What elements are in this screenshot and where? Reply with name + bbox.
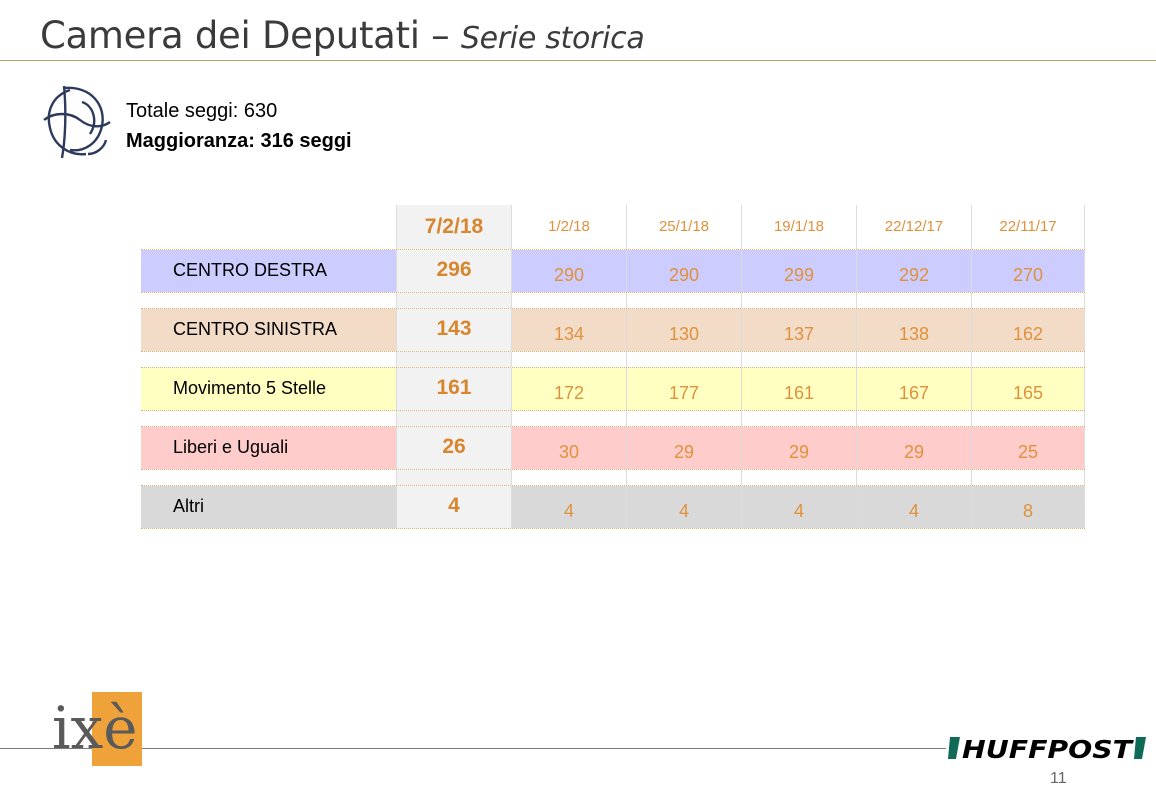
seats-table bbox=[141, 205, 1085, 529]
page-title bbox=[40, 14, 644, 57]
seats-value: 292 bbox=[856, 250, 971, 292]
header-blank-cell bbox=[141, 205, 396, 249]
huffpost-logo bbox=[948, 733, 1148, 763]
seats-current: 4 bbox=[396, 486, 511, 528]
seats-value: 4 bbox=[626, 486, 741, 528]
spacer-cell bbox=[741, 411, 856, 426]
majority-seats: Maggioranza: 316 seggi bbox=[126, 130, 352, 152]
page-number: 11 bbox=[1050, 770, 1067, 787]
table-header-row bbox=[141, 205, 1085, 249]
ixe-logo bbox=[50, 688, 144, 766]
total-seats-label: Totale seggi: bbox=[126, 100, 239, 122]
column-header: 25/1/18 bbox=[626, 205, 741, 249]
row-label: Movimento 5 Stelle bbox=[141, 368, 396, 410]
spacer-cell bbox=[396, 411, 511, 426]
seat-summary bbox=[126, 96, 352, 156]
table-row-centro-sinistra bbox=[141, 308, 1085, 352]
seats-value: 290 bbox=[626, 250, 741, 292]
spacer-cell bbox=[626, 352, 741, 367]
huffpost-logo-text: HUFFPOST bbox=[962, 735, 1135, 763]
table-row-centro-destra bbox=[141, 249, 1085, 293]
spacer-cell bbox=[141, 411, 396, 426]
camera-emblem-icon bbox=[40, 82, 114, 162]
column-header: 1/2/18 bbox=[511, 205, 626, 249]
row-label: CENTRO DESTRA bbox=[141, 250, 396, 292]
total-seats-value: 630 bbox=[243, 100, 278, 122]
spacer-cell bbox=[396, 352, 511, 367]
row-spacer bbox=[141, 352, 1085, 367]
seats-value: 4 bbox=[741, 486, 856, 528]
row-label: Liberi e Uguali bbox=[141, 427, 396, 469]
title-main: Camera dei Deputati – bbox=[40, 14, 450, 57]
seats-value: 270 bbox=[971, 250, 1085, 292]
spacer-cell bbox=[511, 293, 626, 308]
row-label: CENTRO SINISTRA bbox=[141, 309, 396, 351]
spacer-cell bbox=[741, 352, 856, 367]
spacer-cell bbox=[626, 470, 741, 485]
spacer-cell bbox=[141, 352, 396, 367]
seats-value: 161 bbox=[741, 368, 856, 410]
row-label: Altri bbox=[141, 486, 396, 528]
spacer-cell bbox=[856, 293, 971, 308]
spacer-cell bbox=[141, 293, 396, 308]
spacer-cell bbox=[396, 293, 511, 308]
row-spacer bbox=[141, 411, 1085, 426]
seats-value: 4 bbox=[856, 486, 971, 528]
row-spacer bbox=[141, 293, 1085, 308]
spacer-cell bbox=[856, 352, 971, 367]
seats-value: 299 bbox=[741, 250, 856, 292]
seats-value: 8 bbox=[971, 486, 1085, 528]
seats-value: 30 bbox=[511, 427, 626, 469]
seats-value: 29 bbox=[741, 427, 856, 469]
title-divider bbox=[0, 60, 1156, 61]
spacer-cell bbox=[856, 411, 971, 426]
spacer-cell bbox=[741, 470, 856, 485]
spacer-cell bbox=[626, 411, 741, 426]
table-row-liberi-e-uguali bbox=[141, 426, 1085, 470]
spacer-cell bbox=[511, 352, 626, 367]
total-seats bbox=[126, 96, 352, 126]
row-spacer bbox=[141, 470, 1085, 485]
spacer-cell bbox=[856, 470, 971, 485]
seats-current: 161 bbox=[396, 368, 511, 410]
seats-current: 26 bbox=[396, 427, 511, 469]
spacer-cell bbox=[971, 293, 1085, 308]
table-row-movimento-5-stelle bbox=[141, 367, 1085, 411]
spacer-cell bbox=[511, 411, 626, 426]
spacer-cell bbox=[511, 470, 626, 485]
seats-value: 172 bbox=[511, 368, 626, 410]
seats-value: 4 bbox=[511, 486, 626, 528]
spacer-cell bbox=[971, 352, 1085, 367]
seats-value: 29 bbox=[856, 427, 971, 469]
column-header-current: 7/2/18 bbox=[396, 205, 511, 249]
spacer-cell bbox=[626, 293, 741, 308]
seats-current: 143 bbox=[396, 309, 511, 351]
seats-value: 177 bbox=[626, 368, 741, 410]
seats-value: 25 bbox=[971, 427, 1085, 469]
seats-value: 137 bbox=[741, 309, 856, 351]
spacer-cell bbox=[741, 293, 856, 308]
column-header: 22/11/17 bbox=[971, 205, 1085, 249]
seats-value: 290 bbox=[511, 250, 626, 292]
seats-value: 138 bbox=[856, 309, 971, 351]
column-header: 19/1/18 bbox=[741, 205, 856, 249]
spacer-cell bbox=[971, 411, 1085, 426]
seats-value: 130 bbox=[626, 309, 741, 351]
seats-value: 162 bbox=[971, 309, 1085, 351]
huffpost-slash-right bbox=[1134, 737, 1146, 759]
seats-current: 296 bbox=[396, 250, 511, 292]
spacer-cell bbox=[396, 470, 511, 485]
seats-value: 167 bbox=[856, 368, 971, 410]
column-header: 22/12/17 bbox=[856, 205, 971, 249]
table-row-altri bbox=[141, 485, 1085, 529]
seats-value: 29 bbox=[626, 427, 741, 469]
seats-value: 134 bbox=[511, 309, 626, 351]
spacer-cell bbox=[141, 470, 396, 485]
spacer-cell bbox=[971, 470, 1085, 485]
ixe-logo-text: ixè bbox=[52, 694, 138, 762]
seats-value: 165 bbox=[971, 368, 1085, 410]
title-subtitle: Serie storica bbox=[460, 21, 645, 56]
huffpost-slash-left bbox=[948, 737, 960, 759]
